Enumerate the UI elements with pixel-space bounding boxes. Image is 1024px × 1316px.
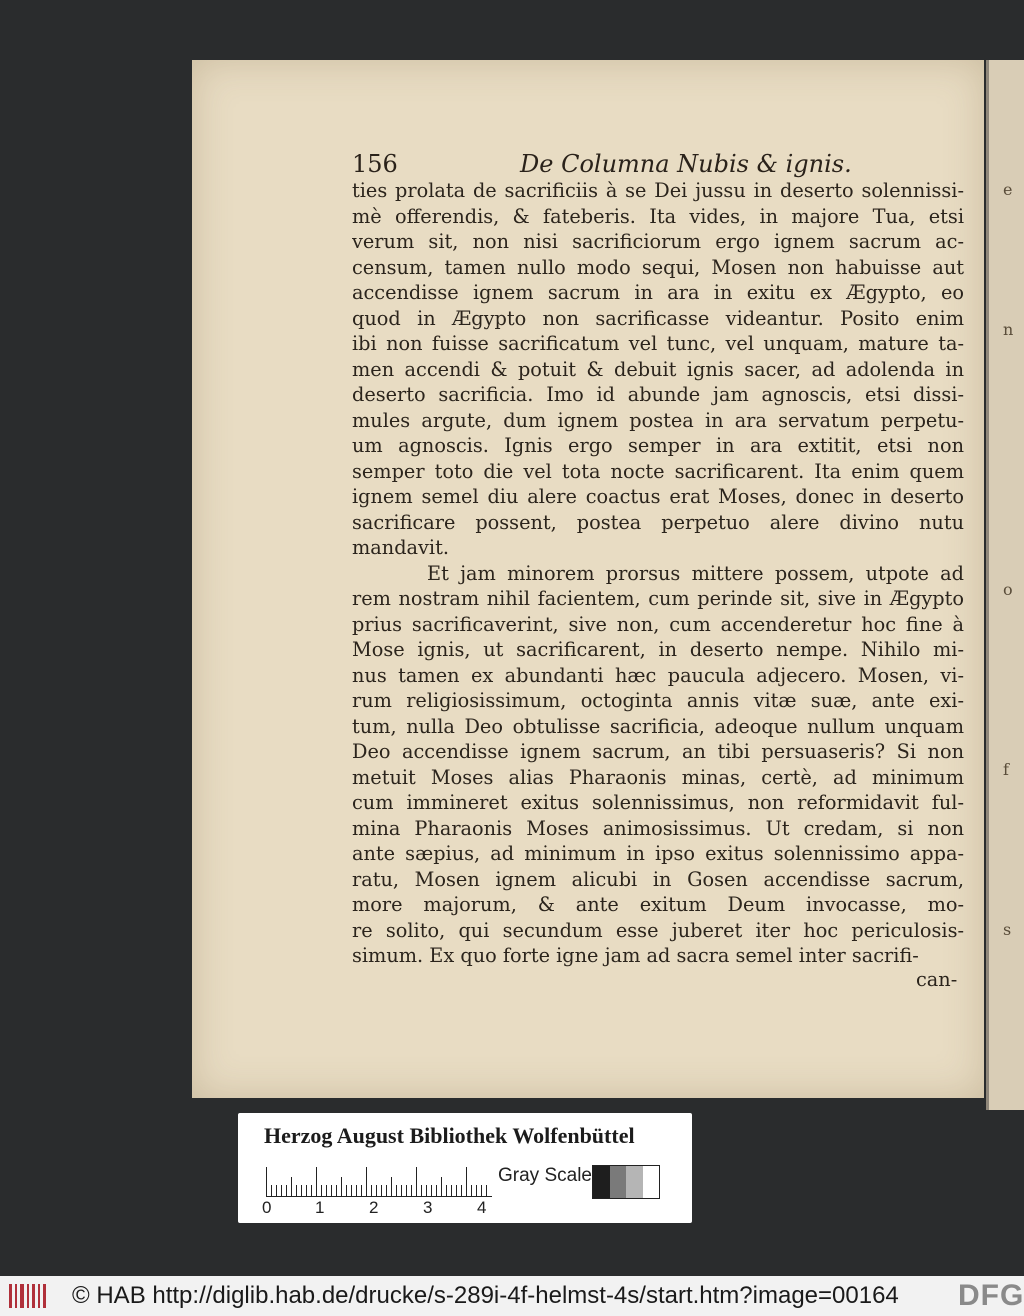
dfg-logo: DFG <box>958 1279 1024 1312</box>
text-line: quod in Ægypto non sacrificasse videantur. Posito enim <box>352 306 964 330</box>
ruler-tick <box>426 1185 427 1197</box>
text-line: semper toto die vel tota nocte sacrificarent. Ita enim quem <box>352 459 964 483</box>
ruler-tick <box>456 1185 457 1197</box>
ruler-tick <box>311 1185 312 1197</box>
ruler-tick <box>476 1185 477 1197</box>
text-line: prius sacrificaverint, sive non, cum accenderetur hoc fine à <box>352 612 964 636</box>
ruler-tick <box>271 1185 272 1197</box>
text-line: nus tamen ex abundanti hæc paucula adjecero. Mosen, vi- <box>352 663 964 687</box>
text-line: sacrificare possent, postea perpetuo alere divino nutu <box>352 510 964 534</box>
barcode-icon <box>8 1282 48 1310</box>
ruler-tick <box>366 1167 367 1197</box>
gray-swatch <box>643 1166 660 1198</box>
footer-bar <box>0 1276 1024 1316</box>
ruler-tick <box>396 1185 397 1197</box>
ruler-tick <box>376 1185 377 1197</box>
text-line: accendisse ignem sacrum in ara in exitu ex Ægypto, eo <box>352 281 964 304</box>
text-line: Mose ignis, ut sacrificarent, in deserto nempe. Nihilo mi- <box>352 638 964 661</box>
text-line: men accendi & potuit & debuit ignis sacer, ad adolenda in <box>352 357 964 381</box>
ruler-tick <box>471 1185 472 1197</box>
ruler-tick <box>336 1185 337 1197</box>
ruler-tick <box>276 1185 277 1197</box>
ruler-tick <box>441 1177 442 1197</box>
ruler-tick <box>486 1185 487 1197</box>
gray-swatch <box>626 1166 643 1198</box>
text-line: mules argute, dum ignem postea in ara servatum perpetu- <box>352 408 964 432</box>
gray-scale-label: Gray Scale <box>498 1165 592 1186</box>
ruler-tick <box>356 1185 357 1197</box>
text-line: rem nostram nihil facientem, cum perinde sit, sive in Ægypto <box>352 587 964 610</box>
ruler-tick <box>301 1185 302 1197</box>
body-text <box>352 178 964 969</box>
ruler-tick <box>431 1185 432 1197</box>
ruler-tick <box>421 1185 422 1197</box>
ruler-tick <box>451 1185 452 1197</box>
gray-swatch <box>593 1166 610 1198</box>
ruler-label-3: 3 <box>423 1198 433 1217</box>
ruler-tick <box>296 1185 297 1197</box>
ruler-tick <box>341 1177 342 1197</box>
text-line: ignem semel diu alere coactus erat Moses, donec in deserto <box>352 485 964 508</box>
gray-swatch <box>610 1166 627 1198</box>
text-line: Et jam minorem prorsus mittere possem, utpote ad <box>427 561 964 585</box>
page-number: 156 <box>352 150 398 178</box>
text-line: ante sæpius, ad minimum in ipso exitus solennissimo appa- <box>352 842 964 865</box>
ruler-tick <box>461 1185 462 1197</box>
measurement-ruler <box>266 1165 492 1197</box>
text-line: um agnoscis. Ignis ergo semper in ara extitit, etsi non <box>352 434 964 457</box>
ruler-tick <box>291 1177 292 1197</box>
adjacent-page-edge: e n o f s <box>986 60 1024 1110</box>
text-line: deserto sacrificia. Imo id abunde jam agnoscis, etsi dissi- <box>352 383 964 406</box>
ruler-tick <box>286 1185 287 1197</box>
text-line: tum, nulla Deo obtulisse sacrificia, adeoque nullum unquam <box>352 714 964 738</box>
text-line: metuit Moses alias Pharaonis minas, certè, ad minimum <box>352 765 964 789</box>
ruler-tick <box>306 1185 307 1197</box>
ruler-tick <box>436 1185 437 1197</box>
ruler-label-0: 0 <box>262 1198 272 1217</box>
ruler-tick <box>351 1185 352 1197</box>
ruler-tick <box>416 1167 417 1197</box>
text-line: censum, tamen nullo modo sequi, Mosen non habuisse aut <box>352 255 964 279</box>
color-reference-card <box>238 1113 692 1223</box>
ruler-tick <box>381 1185 382 1197</box>
text-line: rum religiosissimum, octoginta annis vitæ suæ, ante exi- <box>352 689 964 712</box>
ruler-tick <box>446 1185 447 1197</box>
text-line: ratu, Mosen ignem alicubi in Gosen accendisse sacrum, <box>352 867 964 891</box>
ruler-label-4: 4 <box>477 1198 487 1217</box>
ruler-tick <box>316 1167 317 1197</box>
ruler-tick <box>401 1185 402 1197</box>
text-line: re solito, qui secundum esse juberet iter hoc periculosis- <box>352 918 964 942</box>
book-page <box>192 60 984 1098</box>
ruler-tick <box>346 1185 347 1197</box>
text-line: cum immineret exitus solennissimus, non reformidavit ful- <box>352 791 964 814</box>
text-line: ibi non fuisse sacrificatum vel tunc, vel unquam, mature ta- <box>352 332 964 355</box>
ruler-tick <box>406 1185 407 1197</box>
text-line: more majorum, & ante exitum Deum invocasse, mo- <box>352 893 964 916</box>
source-link[interactable]: © HAB http://diglib.hab.de/drucke/s-289i-4f-helmst-4s/start.htm?image=00164 <box>72 1282 899 1309</box>
text-line: Deo accendisse ignem sacrum, an tibi persuaseris? Si non <box>352 740 964 763</box>
ruler-tick <box>361 1185 362 1197</box>
ruler-tick <box>481 1185 482 1197</box>
ruler-tick <box>331 1185 332 1197</box>
ruler-tick <box>266 1167 267 1197</box>
ruler-tick <box>321 1185 322 1197</box>
text-line: simum. Ex quo forte igne jam ad sacra semel inter sacrifi- <box>352 944 919 967</box>
text-line: mandavit. <box>352 536 449 559</box>
text-line: verum sit, non nisi sacrificiorum ergo ignem sacrum ac- <box>352 230 964 253</box>
ruler-label-2: 2 <box>369 1198 379 1217</box>
ruler-tick <box>281 1185 282 1197</box>
library-name: Herzog August Bibliothek Wolfenbüttel <box>264 1123 635 1148</box>
ruler-tick <box>411 1185 412 1197</box>
ruler-tick <box>371 1185 372 1197</box>
ruler-label-1: 1 <box>315 1198 325 1217</box>
text-line: ties prolata de sacrificiis à se Dei jussu in deserto solennissi- <box>352 179 964 202</box>
ruler-tick <box>466 1167 467 1197</box>
text-line: mè offerendis, & fateberis. Ita vides, in majore Tua, etsi <box>352 204 964 228</box>
ruler-tick <box>326 1185 327 1197</box>
running-head: De Columna Nubis & ignis. <box>520 150 852 178</box>
gray-scale-swatches <box>592 1165 660 1199</box>
ruler-tick <box>391 1177 392 1197</box>
ruler-tick <box>386 1185 387 1197</box>
text-line: mina Pharaonis Moses animosissimus. Ut credam, si non <box>352 816 964 840</box>
catchword: can- <box>916 968 958 991</box>
